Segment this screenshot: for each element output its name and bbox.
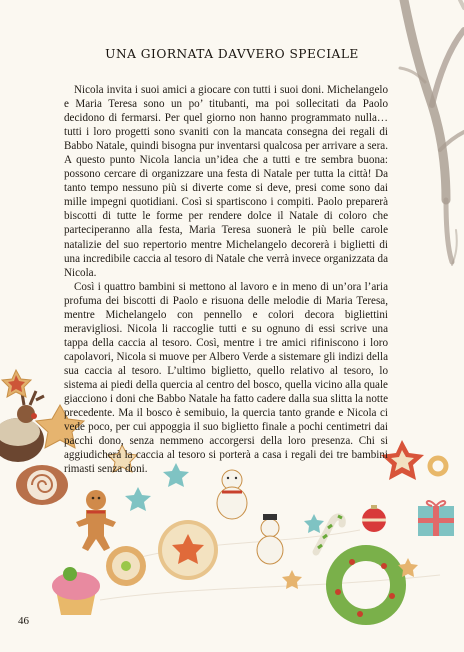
cupcake	[52, 567, 100, 615]
page-number: 46	[18, 615, 29, 627]
snowman-cookie	[257, 514, 283, 564]
reindeer-cake	[0, 391, 44, 462]
blue-star-icon	[304, 514, 324, 533]
flower-cookie	[106, 546, 146, 586]
wreath-cookie	[334, 553, 398, 617]
chapter-title: UNA GIORNATA DAVVERO SPECIALE	[105, 47, 359, 61]
story-text	[64, 83, 388, 476]
ornament-icon	[362, 505, 386, 532]
paragraph: Così i quattro bambini si mettono al lavoro e in meno di un’ora l’aria profuma dei biscotti di Paolo e risuona delle melodie di Maria Teresa, mentre Michelangelo con pennello e colori decora bigliettini meravigliosi. Nicola li raccoglie tutti e su ognuno di essi scrive una tappa della caccia al tesoro. Così, mentre i tre amici rifiniscono i loro capolavori, Nicola si muove per Albero Verde a sistemare gli indizi della sua caccia al tesoro. L’ultimo biglietto, quello relativo al tesoro, lo sistema ai piedi della quercia al centro del bosco, quella vicino alla quale giacciono i doni che Babbo Natale ha fatto cadere dalla sua slitta la notte precedente. Ma il bosco è semibuio, la quercia tanto grande e Nicola ci vede poco, per cui appoggia il suo biglietto finale a pochi centimetri dai pacchi dono, senza nemmeno accorgersi della loro presenza. Chi si aggiudicherà la caccia al tesoro si porterà a casa i regali dei tre bambini rimasti senza doni.	[64, 280, 388, 476]
cake-roll	[16, 465, 68, 505]
tree-branches	[400, 0, 464, 265]
star-round-cookie	[158, 520, 218, 580]
ring-cookie	[430, 458, 446, 474]
gingerbread-man	[76, 490, 116, 551]
gift-box-icon	[418, 501, 454, 536]
paragraph: Nicola invita i suoi amici a giocare con tutti i suoi doni. Michelangelo e Maria Teresa sono un po’ titubanti, ma poi sollecitati da Paolo decidono di fermarsi. Per quel giorno non hanno programmato nulla… tutti i loro progetti sono svaniti con la mancata consegna dei regali di Babbo Natale, quindi bisogna pur inventarsi qualcosa per arrivare a sera. A questo punto Nicola lancia un’idea che a tutti e tre sembra buona: possono cercare di organizzare una festa di Natale per tutta la città! Da tanto tempo nessuno più si diverte come si deve, presi come sono dai mille impegni quotidiani. Così si spartiscono i compiti. Paolo preparerà biscotti di tutte le forme per rendere dolce il Natale di coloro che parteciperanno alla festa, Maria Teresa suonerà le più belle carole natalizie del suo repertorio mentre Michelangelo decorerà i biglietti di una incredibile caccia al tesoro di Natale che verrà invece organizzata da Nicola.	[64, 84, 388, 279]
snowman-cookie	[217, 470, 247, 519]
blue-star-icon	[125, 487, 151, 511]
